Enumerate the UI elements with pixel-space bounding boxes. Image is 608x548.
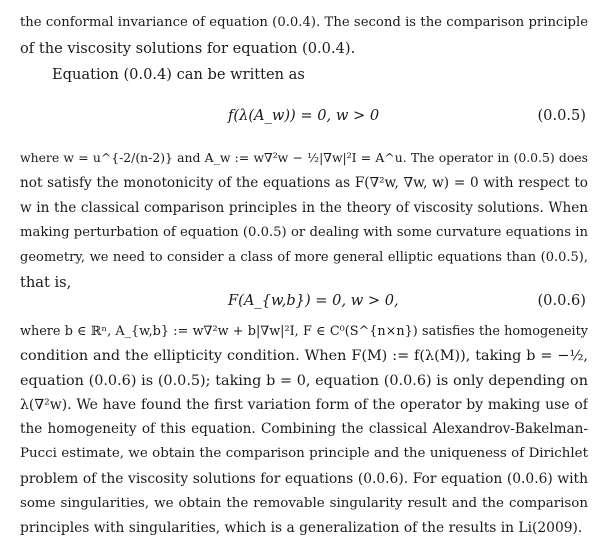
equation-formula: F(A_{w,b}) = 0, w > 0,	[228, 292, 399, 309]
text-line-11: condition and the ellipticity condition. When F(M) := f(λ(M)), taking b = −½,	[20, 348, 588, 364]
text-line-3: Equation (0.0.4) can be written as	[52, 66, 305, 83]
text-line-17: some singularities, we obtain the removable singularity result and the comparison	[20, 496, 588, 511]
text-line-9: that is,	[20, 274, 72, 291]
text-line-6: w in the classical comparison principles in the theory of viscosity solutions. When	[20, 200, 588, 216]
equation-formula: f(λ(A_w)) = 0, w > 0	[228, 107, 380, 124]
text-line-4: where w = u^{-2/(n-2)} and A_w := w∇²w − ½|∇w|²I = A^u. The operator in (0.0.5) does	[20, 150, 588, 165]
text-line-16: problem of the viscosity solutions for equations (0.0.6). For equation (0.0.6) with	[20, 471, 588, 487]
text-line-12: equation (0.0.6) is (0.0.5); taking b = 0, equation (0.0.6) is only depending on	[20, 373, 588, 389]
text-line-1: the conformal invariance of equation (0.0.4). The second is the comparison principle	[20, 15, 588, 30]
text-line-2: of the viscosity solutions for equation (0.0.4).	[20, 40, 356, 57]
text-line-5: not satisfy the monotonicity of the equations as F(∇²w, ∇w, w) = 0 with respect to	[20, 175, 588, 191]
text-line-14: the homogeneity of this equation. Combining the classical Alexandrov-Bakelman-	[20, 421, 588, 437]
text-line-8: geometry, we need to consider a class of more general elliptic equations than (0.0.5),	[20, 250, 588, 265]
equation-0-0-6	[0, 290, 608, 312]
text-line-15: Pucci estimate, we obtain the comparison principle and the uniqueness of Dirichlet	[20, 446, 588, 461]
text-line-18: principles with singularities, which is a generalization of the results in Li(2009).	[20, 520, 583, 536]
equation-number: (0.0.6)	[537, 292, 586, 309]
text-line-7: making perturbation of equation (0.0.5) or dealing with some curvature equations in	[20, 225, 588, 240]
equation-number: (0.0.5)	[537, 107, 586, 124]
equation-0-0-5	[0, 105, 608, 127]
text-line-10: where b ∈ ℝⁿ, A_{w,b} := w∇²w + b|∇w|²I, F ∈ C⁰(S^{n×n}) satisfies the homogeneity	[20, 324, 588, 339]
text-line-13: λ(∇²w). We have found the first variation form of the operator by making use of	[20, 397, 588, 413]
